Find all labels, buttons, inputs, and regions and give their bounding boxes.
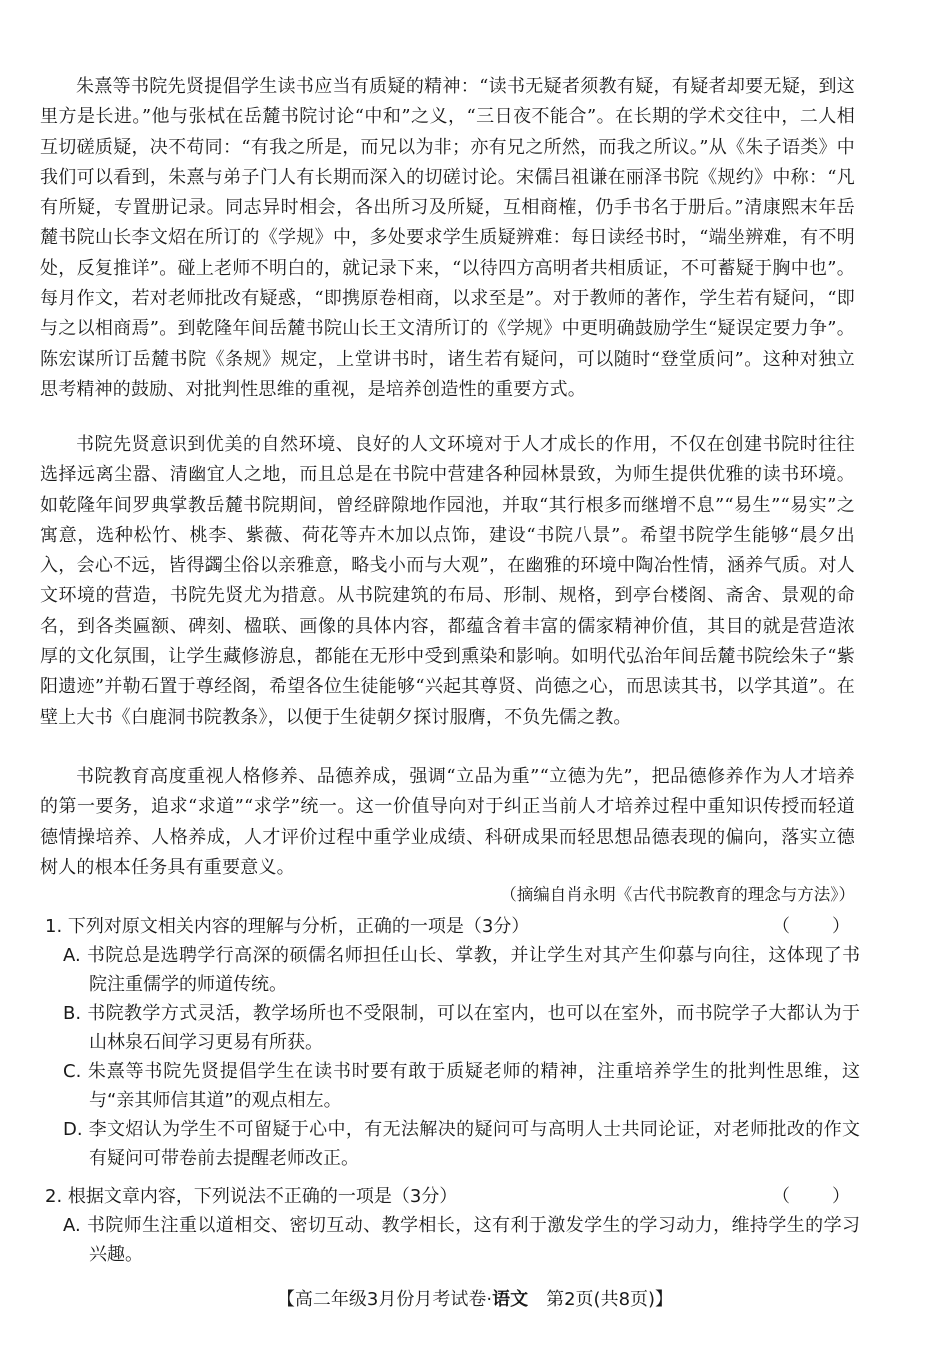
question-1-text: 1. 下列对原文相关内容的理解与分析，正确的一项是（3分） bbox=[45, 916, 530, 937]
option-a: A. 书院师生注重以道相交、密切互动、教学相长，这有利于激发学生的学习动力，维持学生的学习兴趣。 bbox=[63, 1215, 860, 1265]
answer-bracket: （ ） bbox=[772, 1186, 852, 1207]
question-2 bbox=[45, 1183, 860, 1269]
question-2-text: 2. 根据文章内容，下列说法不正确的一项是（3分） bbox=[45, 1186, 458, 1207]
footer-page-number: 第2页(共8页)】 bbox=[546, 1289, 674, 1310]
footer-exam-title: 【高二年级3月份月考试卷· bbox=[276, 1289, 493, 1310]
option-b: B. 书院教学方式灵活，教学场所也不受限制，可以在室内，也可以在室外，而书院学子大都认为于山林泉石间学习更易有所获。 bbox=[63, 1003, 860, 1053]
passage-paragraph-3: 书院教育高度重视人格修养、品德养成，强调“立品为重”“立德为先”，把品德修养作为人才培养的第一要务，追求“求道”“求学”统一。这一价值导向对于纠正当前人才培养过程中重知识传授而轻道德情操培养、人格养成，人才评价过程中重学业成绩、科研成果而轻思想品德表现的偏向，落实立德树人的根本任务具有重要意义。 bbox=[40, 766, 855, 878]
question-stem bbox=[45, 1183, 860, 1211]
page-footer bbox=[0, 1287, 950, 1313]
option-d: D. 李文炤认为学生不可留疑于心中，有无法解决的疑问可与高明人士共同论证，对老师批改的作文有疑问可带卷前去提醒老师改正。 bbox=[63, 1119, 860, 1169]
option-a: A. 书院总是选聘学行高深的硕儒名师担任山长、掌教，并让学生对其产生仰慕与向往，这体现了书院注重儒学的师道传统。 bbox=[63, 945, 860, 995]
passage-paragraph-2: 书院先贤意识到优美的自然环境、良好的人文环境对于人才成长的作用，不仅在创建书院时往往选择远离尘嚣、清幽宜人之地，而且总是在书院中营建各种园林景致，为师生提供优雅的读书环境。如乾隆年间罗典掌教岳麓书院期间，曾经辟隙地作园池，并取“其行根多而继增不息”“易生”“易实”之寓意，选种松竹、桃李、紫薇、荷花等卉木加以点饰，建设“书院八景”。希望书院学生能够“晨夕出入，会心不远，皆得蠲尘俗以亲雅意，略戋小而与大观”，在幽雅的环境中陶冶性情，涵养气质。对人文环境的营造，书院先贤尤为措意。从书院建筑的布局、形制、规格，到亭台楼阁、斋舍、景观的命名，到各类匾额、碑刻、楹联、画像的具体内容，都蕴含着丰富的儒家精神价值，其目的就是营造浓厚的文化氛围，让学生藏修游息，都能在无形中受到熏染和影响。如明代弘治年间岳麓书院绘朱子“紫阳遗迹”并勒石置于尊经阁，希望各位生徒能够“兴起其尊贤、尚德之心，而思读其书，以学其道”。在壁上大书《白鹿洞书院教条》，以便于生徒朝夕探讨服膺，不负先儒之教。 bbox=[40, 434, 855, 728]
question-1 bbox=[45, 913, 860, 1173]
option-c: C. 朱熹等书院先贤提倡学生在读书时要有敢于质疑老师的精神，注重培养学生的批判性思维，这与“亲其师信其道”的观点相左。 bbox=[63, 1061, 860, 1111]
answer-bracket: （ ） bbox=[772, 916, 852, 937]
passage-source: （摘编自肖永明《古代书院教育的理念与方法》） bbox=[500, 885, 855, 904]
passage-paragraph-1: 朱熹等书院先贤提倡学生读书应当有质疑的精神：“读书无疑者须教有疑，有疑者却要无疑，到这里方是长进。”他与张栻在岳麓书院讨论“中和”之义，“三日夜不能合”。在长期的学术交往中，二人相互切磋质疑，决不苟同：“有我之所是，而兄以为非；亦有兄之所然，而我之所议。”从《朱子语类》中我们可以看到，朱熹与弟子门人有长期而深入的切磋讨论。宋儒吕祖谦在丽泽书院《规约》中称：“凡有所疑，专置册记录。同志异时相会，各出所习及所疑，互相商榷，仍手书名于册后。”清康熙末年岳麓书院山长李文炤在所订的《学规》中，多处要求学生质疑辨难：每日读经书时，“端坐辨难，有不明处，反复推详”。碰上老师不明白的，就记录下来，“以待四方高明者共相质证，不可蓄疑于胸中也”。每月作文，若对老师批改有疑惑，“即携原卷相商，以求至是”。对于教师的著作，学生若有疑问，“即与之以相商焉”。到乾隆年间岳麓书院山长王文清所订的《学规》中更明确鼓励学生“疑误定要力争”。陈宏谋所订岳麓书院《条规》规定，上堂讲书时，诸生若有疑问，可以随时“登堂质问”。这种对独立思考精神的鼓励、对批判性思维的重视，是培养创造性的重要方式。 bbox=[40, 76, 855, 400]
question-stem bbox=[45, 913, 860, 941]
footer-subject: 语文 bbox=[492, 1289, 529, 1310]
